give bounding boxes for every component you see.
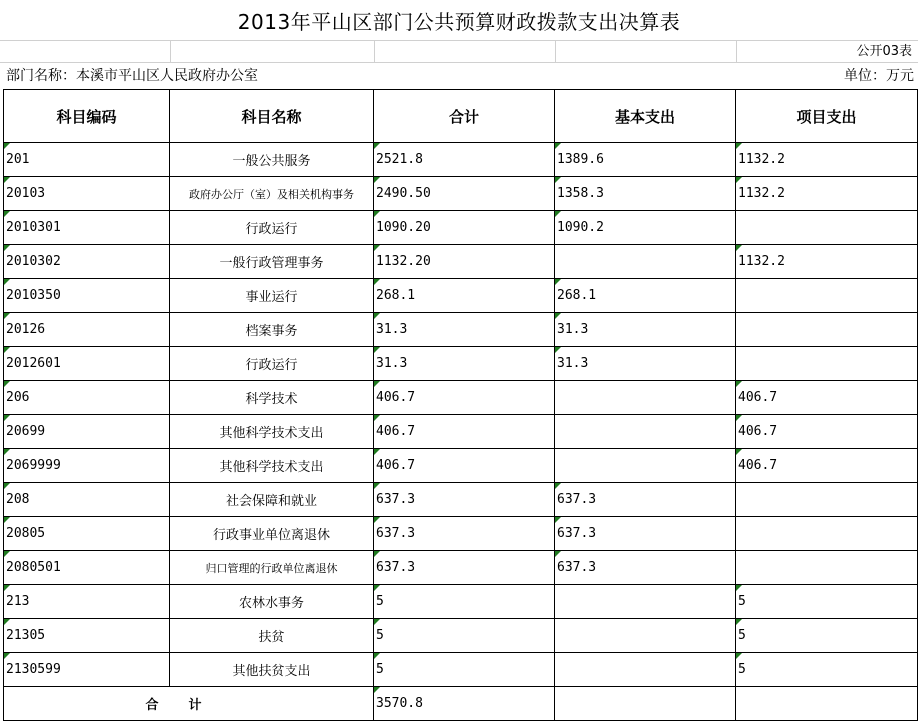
cell-basic[interactable]: 31.3 bbox=[555, 347, 736, 381]
cell-name[interactable]: 行政事业单位离退休 bbox=[170, 517, 374, 551]
table-row bbox=[4, 619, 918, 653]
green-triangle-icon bbox=[4, 585, 10, 591]
cell-name[interactable]: 其他扶贫支出 bbox=[170, 653, 374, 687]
green-triangle-icon bbox=[555, 347, 561, 353]
total-basic-cell[interactable] bbox=[555, 687, 736, 721]
green-triangle-icon bbox=[374, 449, 380, 455]
cell-name[interactable]: 归口管理的行政单位离退休 bbox=[170, 551, 374, 585]
header-basic[interactable]: 基本支出 bbox=[555, 90, 736, 143]
green-triangle-icon bbox=[4, 211, 10, 217]
cell-name[interactable]: 其他科学技术支出 bbox=[170, 415, 374, 449]
total-project-cell[interactable] bbox=[736, 687, 918, 721]
green-triangle-icon bbox=[555, 177, 561, 183]
cell-basic[interactable] bbox=[555, 245, 736, 279]
cell-code[interactable]: 20805 bbox=[4, 517, 170, 551]
cell-name[interactable]: 政府办公厅（室）及相关机构事务 bbox=[170, 177, 374, 211]
table-row bbox=[4, 415, 918, 449]
cell-basic[interactable]: 637.3 bbox=[555, 551, 736, 585]
table-row bbox=[4, 347, 918, 381]
green-triangle-icon bbox=[374, 415, 380, 421]
green-triangle-icon bbox=[736, 585, 742, 591]
department-name: 部门名称：本溪市平山区人民政府办公室 bbox=[6, 68, 258, 84]
cell-code[interactable]: 21305 bbox=[4, 619, 170, 653]
green-triangle-icon bbox=[374, 517, 380, 523]
cell-total[interactable]: 637.3 bbox=[374, 483, 555, 517]
budget-table bbox=[3, 89, 918, 721]
cell-project[interactable] bbox=[736, 347, 918, 381]
table-row bbox=[4, 653, 918, 687]
green-triangle-icon bbox=[4, 245, 10, 251]
cell-project[interactable] bbox=[736, 313, 918, 347]
cell-code[interactable]: 201 bbox=[4, 143, 170, 177]
cell-name[interactable]: 扶贫 bbox=[170, 619, 374, 653]
cell-basic[interactable] bbox=[555, 449, 736, 483]
green-triangle-icon bbox=[555, 517, 561, 523]
sheet-title: 2013年平山区部门公共预算财政拨款支出决算表 bbox=[0, 0, 918, 41]
green-triangle-icon bbox=[374, 551, 380, 557]
form-number: 公开03表 bbox=[856, 44, 912, 59]
green-triangle-icon bbox=[374, 483, 380, 489]
green-triangle-icon bbox=[4, 177, 10, 183]
cell-total[interactable]: 2521.8 bbox=[374, 143, 555, 177]
cell-code[interactable]: 2130599 bbox=[4, 653, 170, 687]
green-triangle-icon bbox=[374, 245, 380, 251]
green-triangle-icon bbox=[4, 619, 10, 625]
table-row bbox=[4, 585, 918, 619]
cell-name[interactable]: 社会保障和就业 bbox=[170, 483, 374, 517]
cell-project[interactable]: 406.7 bbox=[736, 449, 918, 483]
green-triangle-icon bbox=[4, 653, 10, 659]
table-row bbox=[4, 279, 918, 313]
green-triangle-icon bbox=[555, 551, 561, 557]
cell-total[interactable]: 1132.20 bbox=[374, 245, 555, 279]
green-triangle-icon bbox=[4, 483, 10, 489]
table-row bbox=[4, 143, 918, 177]
cell-code[interactable]: 20126 bbox=[4, 313, 170, 347]
table-row bbox=[4, 449, 918, 483]
green-triangle-icon bbox=[4, 313, 10, 319]
cell-total[interactable]: 5 bbox=[374, 653, 555, 687]
cell-name[interactable]: 农林水事务 bbox=[170, 585, 374, 619]
green-triangle-icon bbox=[736, 415, 742, 421]
cell-name[interactable]: 科学技术 bbox=[170, 381, 374, 415]
cell-name[interactable]: 一般公共服务 bbox=[170, 143, 374, 177]
total-cell[interactable]: 3570.8 bbox=[374, 687, 555, 721]
green-triangle-icon bbox=[374, 619, 380, 625]
green-triangle-icon bbox=[736, 143, 742, 149]
green-triangle-icon bbox=[374, 381, 380, 387]
green-triangle-icon bbox=[374, 143, 380, 149]
green-triangle-icon bbox=[736, 619, 742, 625]
cell-project[interactable] bbox=[736, 517, 918, 551]
cell-basic[interactable] bbox=[555, 653, 736, 687]
green-triangle-icon bbox=[4, 551, 10, 557]
green-triangle-icon bbox=[374, 347, 380, 353]
cell-total[interactable]: 406.7 bbox=[374, 381, 555, 415]
green-triangle-icon bbox=[374, 211, 380, 217]
cell-project[interactable]: 1132.2 bbox=[736, 143, 918, 177]
cell-basic[interactable] bbox=[555, 415, 736, 449]
cell-code[interactable]: 2080501 bbox=[4, 551, 170, 585]
header-code[interactable]: 科目编码 bbox=[4, 90, 170, 143]
cell-name[interactable]: 其他科学技术支出 bbox=[170, 449, 374, 483]
cell-code[interactable]: 206 bbox=[4, 381, 170, 415]
table-row bbox=[4, 483, 918, 517]
unit-label: 单位：万元 bbox=[844, 68, 914, 84]
header-project[interactable]: 项目支出 bbox=[736, 90, 918, 143]
cell-basic[interactable]: 1358.3 bbox=[555, 177, 736, 211]
table-row bbox=[4, 313, 918, 347]
table-row bbox=[4, 551, 918, 585]
green-triangle-icon bbox=[4, 143, 10, 149]
table-row bbox=[4, 245, 918, 279]
table-row bbox=[4, 177, 918, 211]
cell-total[interactable]: 637.3 bbox=[374, 551, 555, 585]
cell-code[interactable]: 2010302 bbox=[4, 245, 170, 279]
cell-basic[interactable] bbox=[555, 619, 736, 653]
cell-basic[interactable] bbox=[555, 381, 736, 415]
cell-code[interactable]: 2010350 bbox=[4, 279, 170, 313]
cell-project[interactable] bbox=[736, 279, 918, 313]
green-triangle-icon bbox=[555, 483, 561, 489]
cell-total[interactable]: 31.3 bbox=[374, 313, 555, 347]
green-triangle-icon bbox=[736, 449, 742, 455]
green-triangle-icon bbox=[4, 415, 10, 421]
header-name[interactable]: 科目名称 bbox=[170, 90, 374, 143]
cell-project[interactable]: 1132.2 bbox=[736, 245, 918, 279]
cell-code[interactable]: 20699 bbox=[4, 415, 170, 449]
cell-basic[interactable]: 637.3 bbox=[555, 517, 736, 551]
cell-code[interactable]: 2010301 bbox=[4, 211, 170, 245]
cell-total[interactable]: 2490.50 bbox=[374, 177, 555, 211]
green-triangle-icon bbox=[374, 653, 380, 659]
total-label[interactable]: 合计 bbox=[4, 687, 374, 721]
cell-basic[interactable]: 31.3 bbox=[555, 313, 736, 347]
green-triangle-icon bbox=[374, 313, 380, 319]
cell-basic[interactable]: 637.3 bbox=[555, 483, 736, 517]
cell-name[interactable]: 事业运行 bbox=[170, 279, 374, 313]
table-row bbox=[4, 211, 918, 245]
cell-total[interactable]: 406.7 bbox=[374, 449, 555, 483]
cell-name[interactable]: 一般行政管理事务 bbox=[170, 245, 374, 279]
cell-total[interactable]: 5 bbox=[374, 585, 555, 619]
cell-project[interactable]: 5 bbox=[736, 619, 918, 653]
green-triangle-icon bbox=[374, 687, 380, 693]
green-triangle-icon bbox=[736, 653, 742, 659]
cell-code[interactable]: 208 bbox=[4, 483, 170, 517]
cell-project[interactable]: 5 bbox=[736, 653, 918, 687]
cell-project[interactable]: 406.7 bbox=[736, 415, 918, 449]
gridline-row bbox=[0, 40, 918, 63]
cell-total[interactable]: 268.1 bbox=[374, 279, 555, 313]
cell-total[interactable]: 637.3 bbox=[374, 517, 555, 551]
cell-name[interactable]: 档案事务 bbox=[170, 313, 374, 347]
header-total[interactable]: 合计 bbox=[374, 90, 555, 143]
green-triangle-icon bbox=[374, 585, 380, 591]
header-row bbox=[4, 90, 918, 143]
green-triangle-icon bbox=[4, 381, 10, 387]
cell-project[interactable]: 1132.2 bbox=[736, 177, 918, 211]
cell-total[interactable]: 1090.20 bbox=[374, 211, 555, 245]
cell-code[interactable]: 20103 bbox=[4, 177, 170, 211]
green-triangle-icon bbox=[736, 381, 742, 387]
green-triangle-icon bbox=[374, 279, 380, 285]
green-triangle-icon bbox=[4, 517, 10, 523]
table-row bbox=[4, 381, 918, 415]
cell-basic[interactable]: 1389.6 bbox=[555, 143, 736, 177]
cell-code[interactable]: 2069999 bbox=[4, 449, 170, 483]
cell-total[interactable]: 31.3 bbox=[374, 347, 555, 381]
green-triangle-icon bbox=[374, 177, 380, 183]
green-triangle-icon bbox=[736, 245, 742, 251]
cell-name[interactable]: 行政运行 bbox=[170, 347, 374, 381]
green-triangle-icon bbox=[4, 449, 10, 455]
cell-basic[interactable]: 1090.2 bbox=[555, 211, 736, 245]
green-triangle-icon bbox=[736, 177, 742, 183]
cell-project[interactable] bbox=[736, 211, 918, 245]
total-row bbox=[4, 687, 918, 721]
cell-total[interactable]: 5 bbox=[374, 619, 555, 653]
cell-project[interactable] bbox=[736, 551, 918, 585]
green-triangle-icon bbox=[555, 143, 561, 149]
green-triangle-icon bbox=[555, 211, 561, 217]
green-triangle-icon bbox=[555, 313, 561, 319]
table-row bbox=[4, 517, 918, 551]
green-triangle-icon bbox=[4, 279, 10, 285]
cell-total[interactable]: 406.7 bbox=[374, 415, 555, 449]
cell-project[interactable]: 406.7 bbox=[736, 381, 918, 415]
cell-name[interactable]: 行政运行 bbox=[170, 211, 374, 245]
green-triangle-icon bbox=[4, 347, 10, 353]
cell-code[interactable]: 213 bbox=[4, 585, 170, 619]
green-triangle-icon bbox=[555, 279, 561, 285]
cell-project[interactable]: 5 bbox=[736, 585, 918, 619]
cell-basic[interactable] bbox=[555, 585, 736, 619]
cell-basic[interactable]: 268.1 bbox=[555, 279, 736, 313]
cell-project[interactable] bbox=[736, 483, 918, 517]
cell-code[interactable]: 2012601 bbox=[4, 347, 170, 381]
